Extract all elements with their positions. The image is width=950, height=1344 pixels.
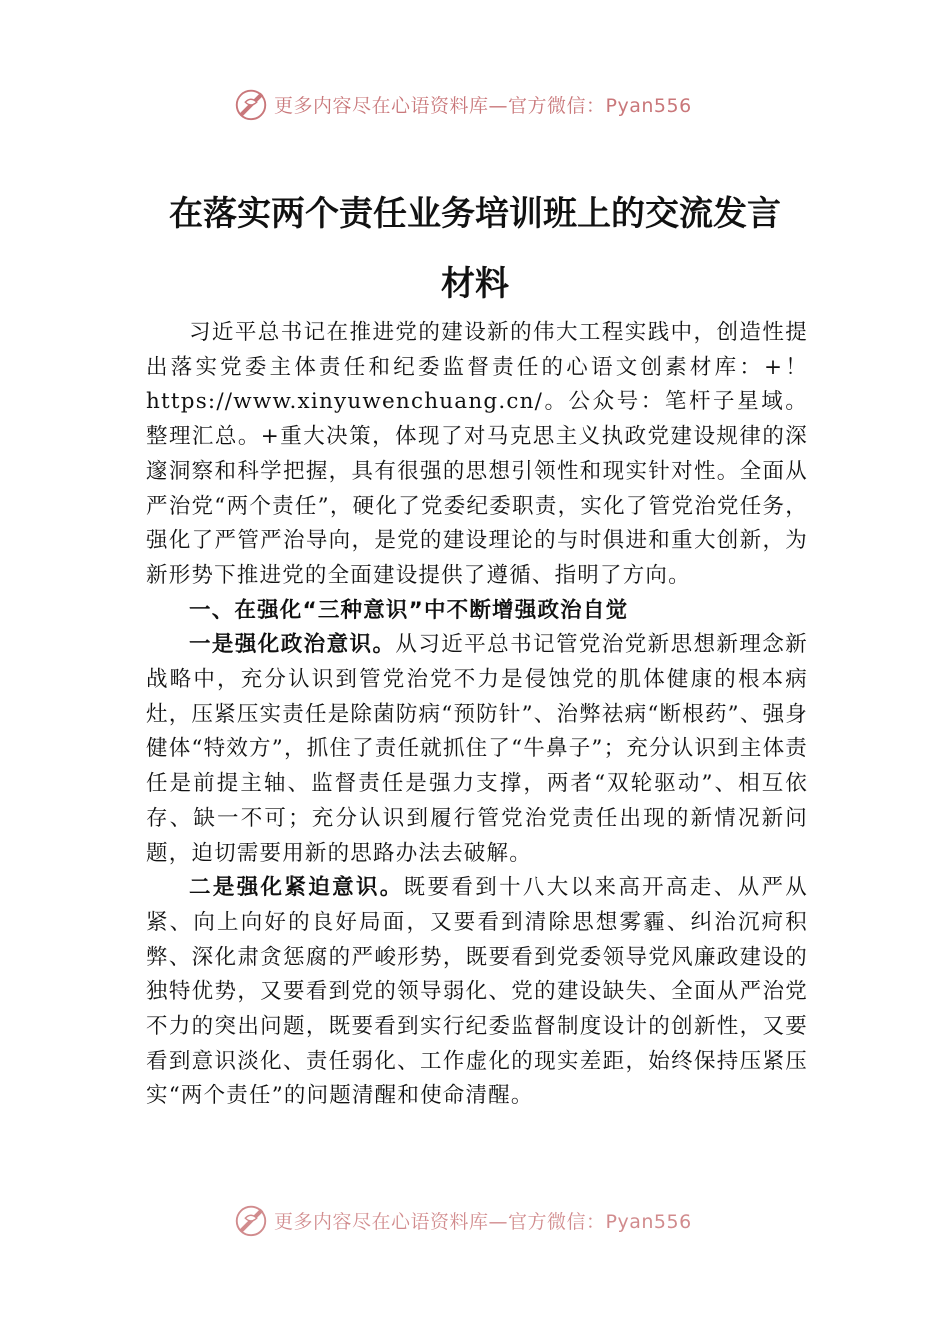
- paragraph-urgency-awareness: [146, 871, 808, 1114]
- paragraph-body: 从习近平总书记管党治党新思想新理念新战略中，充分认识到管党治党不力是侵蚀党的肌体健康的根本病灶，压紧压实责任是除菌防病“预防针”、治弊祛病“断根药”、强身健体“特效方”，抓住了责任就抓住了“牛鼻子”；充分认识到主体责任是前提主轴、监督责任是强力支撑，两者“双轮驱动”、相互依存、缺一不可；充分认识到履行管党治党责任出现的新情况新问题，迫切需要用新的思路办法去破解。: [146, 632, 808, 866]
- intro-paragraph: 习近平总书记在推进党的建设新的伟大工程实践中，创造性提出落实党委主体责任和纪委监督责任的心语文创素材库：+！https://www.xinyuwenchuang.cn/。公众号：笔杆子星域。整理汇总。+重大决策，体现了对马克思主义执政党建设规律的深邃洞察和科学把握，具有很强的思想引领性和现实针对性。全面从严治党“两个责任”，硬化了党委纪委职责，实化了管党治党任务，强化了严管严治导向，是党的建设理论的与时俱进和重大创新，为新形势下推进党的全面建设提供了遵循、指明了方向。: [146, 320, 808, 588]
- paragraph-lead: 二是强化紧迫意识。: [189, 875, 404, 901]
- watermark-bottom: [232, 1200, 692, 1240]
- paragraph-body: 既要看到十八大以来高开高走、从严从紧、向上向好的良好局面，又要看到清除思想雾霾、纠治沉疴积弊、深化肃贪惩腐的严峻形势，既要看到党委领导党风廉政建设的独特优势，又要看到党的领导弱化、党的建设缺失、全面从严治党不力的突出问题，既要看到实行纪委监督制度设计的创新性，又要看到意识淡化、责任弱化、工作虚化的现实差距，始终保持压紧压实“两个责任”的问题清醒和使命清醒。: [146, 875, 808, 1109]
- watermark-top: [232, 84, 692, 124]
- document-title-line2: 材料: [441, 264, 509, 304]
- watermark-text: 更多内容尽在心语资料库—官方微信：Pyan556: [274, 1210, 692, 1233]
- pen-logo-icon: [232, 85, 270, 123]
- watermark-text: 更多内容尽在心语资料库—官方微信：Pyan556: [274, 94, 692, 117]
- pen-logo-icon: [232, 1201, 270, 1239]
- paragraph-lead: 一是强化政治意识。: [189, 632, 396, 658]
- section-heading-1: 一、在强化“三种意识”中不断增强政治自觉: [189, 597, 629, 623]
- document-title-line1: 在落实两个责任业务培训班上的交流发言: [169, 194, 781, 234]
- paragraph-political-awareness: [146, 628, 808, 871]
- document-body: [146, 316, 808, 1114]
